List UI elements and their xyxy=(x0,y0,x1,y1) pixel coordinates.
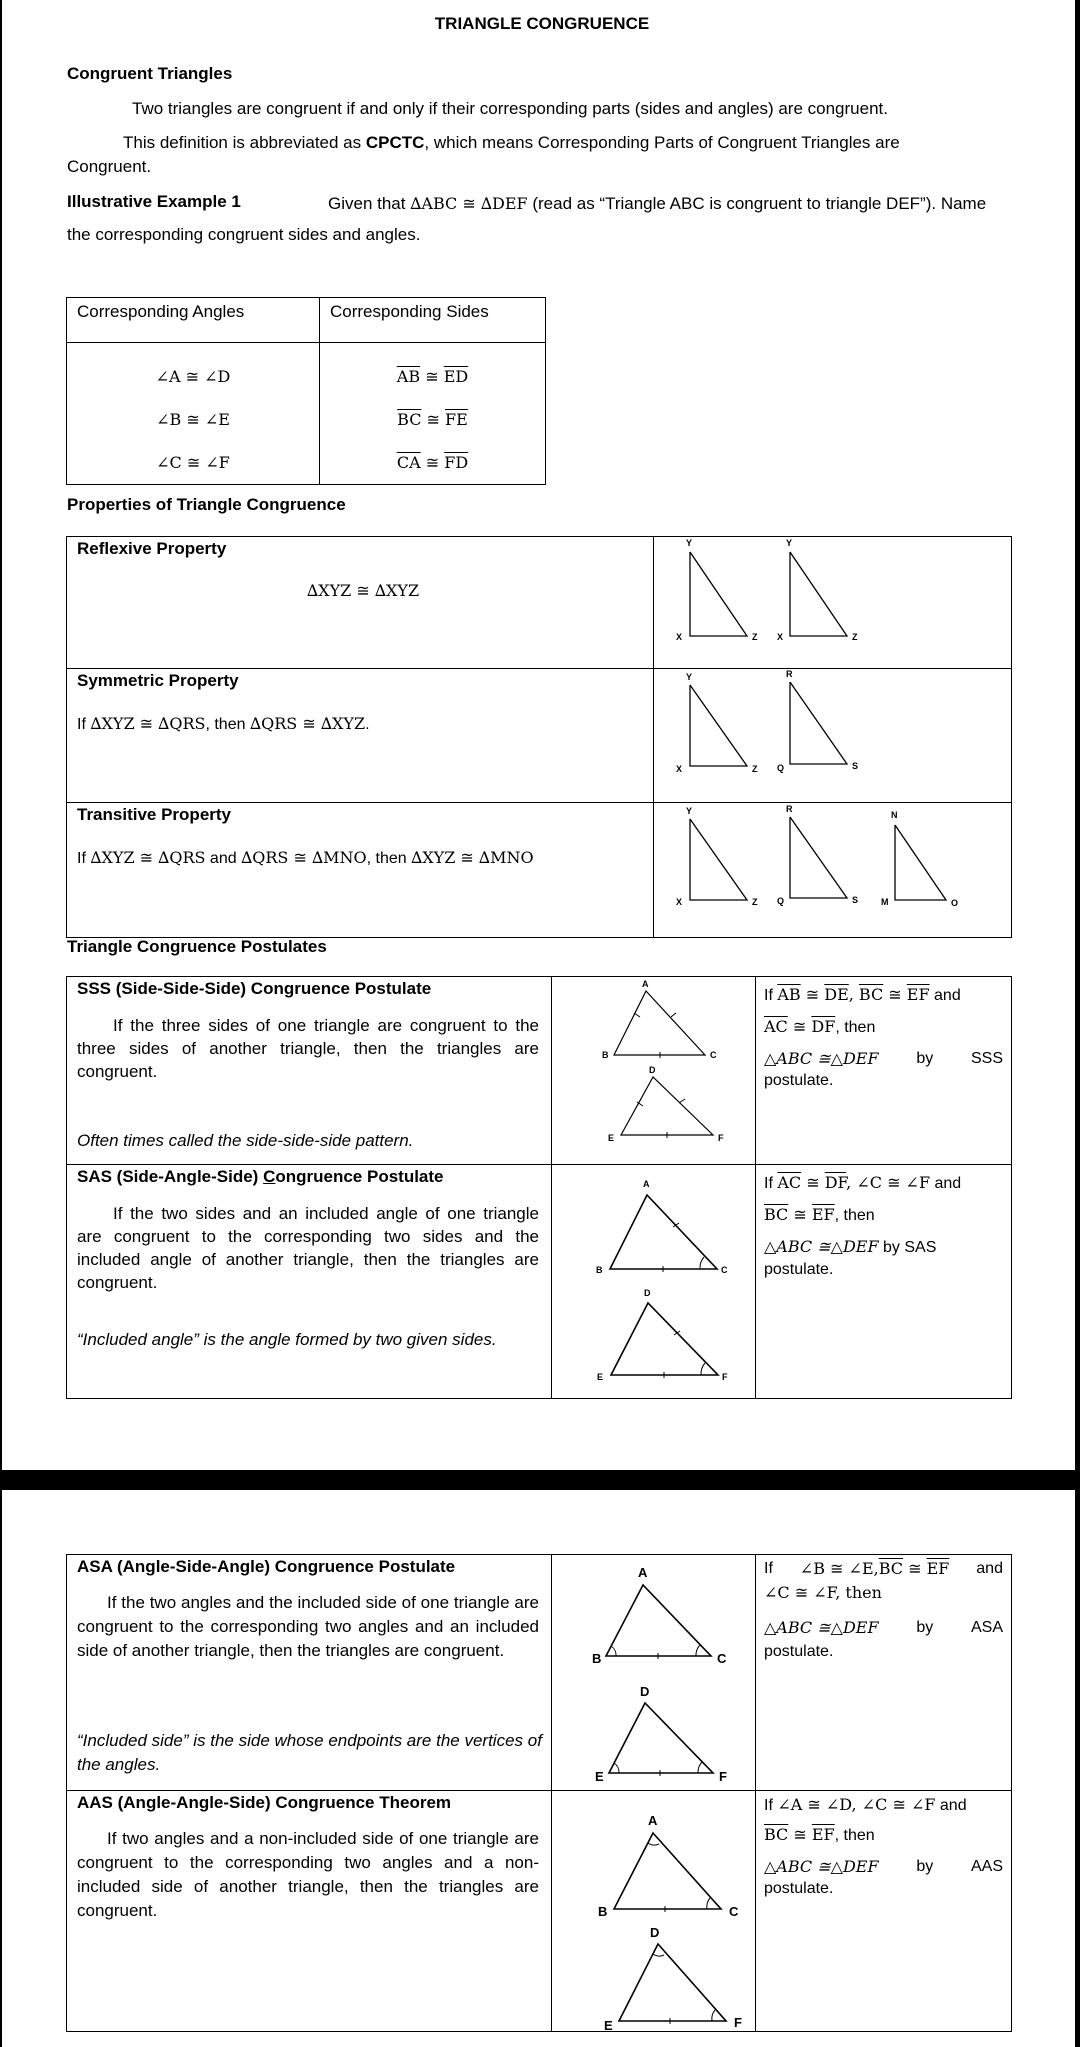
angle-mark xyxy=(700,1257,704,1269)
triangle-def xyxy=(609,1703,713,1773)
reflexive-cell xyxy=(67,537,654,669)
triangle-abc xyxy=(614,1833,721,1909)
vertex-label-c: C xyxy=(721,1265,728,1275)
vertex-label-z: Z xyxy=(852,632,858,642)
aas-text-cell xyxy=(67,1791,552,2032)
example-statement-line2: the corresponding congruent sides and angles. xyxy=(67,225,421,244)
angle-mark xyxy=(698,1762,702,1773)
sss-postulate-title: SSS (Side-Side-Side) Congruence Postulate xyxy=(77,979,432,998)
sas-figure-cell xyxy=(552,1165,756,1399)
vertex-label-b: B xyxy=(602,1050,609,1060)
vertex-label-c: C xyxy=(717,1651,727,1666)
triangle-abc xyxy=(610,1195,717,1269)
page-title: TRIANGLE CONGRUENCE xyxy=(434,14,650,33)
asa-description: If the two angles and the included side of one triangle are congruent to the corresponding two angles and an included side of another triangle, then the triangles are congruent. xyxy=(77,1593,539,1660)
angles-cell xyxy=(67,343,320,485)
aas-given-2: $\overline{BC}$ ≅ $\overline{EF}$, then xyxy=(764,1825,875,1844)
aas-conclusion: △ABC ≅△DEF by AAS xyxy=(764,1857,1003,1876)
transitive-statement: If ∆XYZ ≅ ∆QRS and ∆QRS ≅ ∆MNO, then ∆XYZ ≅ ∆MNO xyxy=(77,848,534,867)
triangle-xyz xyxy=(690,552,747,636)
asa-postulate-word: postulate. xyxy=(764,1643,834,1660)
vertex-label-e: E xyxy=(608,1133,615,1143)
triangle-xyz xyxy=(690,819,747,900)
postulates-table-page2 xyxy=(66,1554,1012,2032)
vertex-label-q: Q xyxy=(777,896,785,906)
cpctc-paragraph-end: Congruent. xyxy=(67,157,152,176)
col-header-sides: Corresponding Sides xyxy=(320,298,546,343)
vertex-label-f: F xyxy=(719,1769,727,1784)
transitive-triangles-figure xyxy=(654,803,1011,937)
triangle-qrs xyxy=(790,817,847,898)
col-header-angles: Corresponding Angles xyxy=(67,298,320,343)
congruent-triangles-heading: Congruent Triangles xyxy=(67,64,233,83)
angle-pair: ∠B ≅ ∠E xyxy=(156,410,230,429)
angle-mark xyxy=(653,1954,664,1956)
cpctc-paragraph: This definition is abbreviated as CPCTC, which means Corresponding Parts of Congruent Triangles are xyxy=(123,133,900,152)
vertex-label-f: F xyxy=(718,1133,724,1143)
angle-pair: ∠A ≅ ∠D xyxy=(155,367,231,386)
definition-paragraph: Two triangles are congruent if and only if their corresponding parts (sides and angles) are congruent. xyxy=(132,99,888,118)
vertex-label-x: X xyxy=(676,764,683,774)
tick-mark xyxy=(634,1013,640,1017)
page-2 xyxy=(2,1490,1075,2047)
triangle-qrs xyxy=(790,682,847,764)
angle-mark xyxy=(696,1645,700,1656)
triangle-abc xyxy=(606,1585,711,1656)
sss-triangles-figure xyxy=(552,977,755,1164)
sas-given: If $\overline{AC}$ ≅ $\overline{DF}$, ∠C ≅ ∠F and xyxy=(764,1173,962,1192)
asa-given-2: ∠C ≅ ∠F, then xyxy=(764,1583,882,1602)
postulates-heading: Triangle Congruence Postulates xyxy=(67,937,327,956)
transitive-figure-cell xyxy=(654,803,1012,938)
vertex-label-a: A xyxy=(642,979,649,989)
reflexive-figure-cell xyxy=(654,537,1012,669)
side-pair: $\overline{CA}$ ≅ $\overline{FD}$ xyxy=(396,453,469,472)
sss-conclusion: △ABC ≅△DEF by SSS xyxy=(764,1049,1003,1068)
asa-note: “Included side” is the side whose endpoints are the vertices of the angles. xyxy=(77,1731,542,1774)
angle-pair: ∠C ≅ ∠F xyxy=(156,453,230,472)
vertex-label-r: R xyxy=(786,804,793,814)
angle-mark xyxy=(707,1898,710,1909)
vertex-label-r: R xyxy=(786,669,793,679)
vertex-label-y: Y xyxy=(686,806,693,816)
vertex-label-z: Z xyxy=(752,632,758,642)
angle-mark xyxy=(701,1363,705,1375)
sas-given-2: $\overline{BC}$ ≅ $\overline{EF}$, then xyxy=(764,1205,875,1224)
sss-text-cell xyxy=(67,977,552,1165)
sas-conclusion: △ABC ≅△DEF by SAS xyxy=(764,1237,937,1256)
corresponding-parts-table xyxy=(66,297,546,485)
triangle-def xyxy=(621,1077,713,1135)
sas-description: If the two sides and an included angle of one triangle are congruent to the corresponding two sides and the included angle of another triangle, then the triangles are congruent. xyxy=(77,1204,539,1292)
vertex-label-x: X xyxy=(777,632,784,642)
sss-given-2: $\overline{AC}$ ≅ $\overline{DF}$, then xyxy=(764,1017,876,1036)
side-pair: $\overline{BC}$ ≅ $\overline{FE}$ xyxy=(397,410,468,429)
symmetric-property-title: Symmetric Property xyxy=(77,671,239,690)
vertex-label-s: S xyxy=(852,761,859,771)
triangle-def xyxy=(619,1944,726,2021)
example-statement: Given that ∆ABC ≅ ∆DEF (read as “Triangle ABC is congruent to triangle DEF”). Name xyxy=(328,194,987,213)
aas-statement-cell xyxy=(756,1791,1012,2032)
sss-given: If $\overline{AB}$ ≅ $\overline{DE}$, $\overline{BC}$ ≅ $\overline{EF}$ and xyxy=(764,985,961,1004)
vertex-label-a: A xyxy=(643,1179,650,1189)
angle-mark xyxy=(614,1763,619,1773)
vertex-label-e: E xyxy=(595,1769,604,1784)
vertex-label-s: S xyxy=(852,895,859,905)
symmetric-statement: If ∆XYZ ≅ ∆QRS, then ∆QRS ≅ ∆XYZ. xyxy=(77,714,370,733)
angle-mark xyxy=(712,2010,715,2021)
symmetric-cell xyxy=(67,669,654,803)
reflexive-property-title: Reflexive Property xyxy=(77,539,227,558)
vertex-label-c: C xyxy=(729,1904,739,1919)
vertex-label-f: F xyxy=(722,1372,728,1382)
asa-statement-cell xyxy=(756,1555,1012,1791)
vertex-label-x: X xyxy=(676,897,683,907)
triangle-xyz xyxy=(690,685,747,766)
sss-note: Often times called the side-side-side pattern. xyxy=(77,1131,414,1150)
vertex-label-a: A xyxy=(648,1813,658,1828)
triangle-def xyxy=(611,1303,718,1375)
reflexive-triangles-figure xyxy=(654,537,1011,668)
sss-statement-cell xyxy=(756,977,1012,1165)
sas-note: “Included angle” is the angle formed by two given sides. xyxy=(77,1330,497,1349)
sas-postulate-title: SAS (Side-Angle-Side) Congruence Postulate xyxy=(77,1167,444,1186)
asa-triangles-figure xyxy=(552,1555,755,1790)
sss-figure-cell xyxy=(552,977,756,1165)
page-1 xyxy=(2,0,1075,1470)
symmetric-triangles-figure xyxy=(654,669,1011,802)
vertex-label-z: Z xyxy=(752,897,758,907)
aas-description: If two angles and a non-included side of one triangle are congruent to the corresponding two angles and a non-included side of another triangle, then the triangles are congruent. xyxy=(77,1829,539,1920)
vertex-label-z: Z xyxy=(752,764,758,774)
asa-given: If ∠B ≅ $\angle E,\overline{BC}$ ≅ $\overline{EF}$ and xyxy=(764,1559,1003,1578)
vertex-label-b: B xyxy=(592,1651,602,1666)
vertex-label-b: B xyxy=(598,1904,608,1919)
aas-postulate-word: postulate. xyxy=(764,1880,834,1897)
vertex-label-a: A xyxy=(638,1565,648,1580)
sides-cell xyxy=(320,343,546,485)
aas-theorem-title: AAS (Angle-Angle-Side) Congruence Theorem xyxy=(77,1793,452,1812)
asa-conclusion: △ABC ≅△DEF by ASA xyxy=(764,1618,1003,1637)
triangle-mno xyxy=(895,825,946,900)
symmetric-figure-cell xyxy=(654,669,1012,803)
transitive-property-title: Transitive Property xyxy=(77,805,232,824)
vertex-label-y: Y xyxy=(786,538,793,548)
properties-heading: Properties of Triangle Congruence xyxy=(67,495,346,514)
triangle-xyz-copy xyxy=(790,552,847,636)
triangle-abc xyxy=(614,991,705,1055)
postulates-table-page1 xyxy=(66,976,1012,1399)
vertex-label-d: D xyxy=(650,1925,660,1940)
vertex-label-d: D xyxy=(649,1065,656,1075)
properties-table xyxy=(66,536,1012,938)
vertex-label-b: B xyxy=(596,1265,603,1275)
asa-postulate-title: ASA (Angle-Side-Angle) Congruence Postulate xyxy=(77,1557,456,1576)
tick-mark xyxy=(679,1099,685,1103)
sas-postulate-word: postulate. xyxy=(764,1261,834,1278)
vertex-label-x: X xyxy=(676,632,683,642)
vertex-label-m: M xyxy=(881,897,889,907)
cpctc-term: CPCTC xyxy=(365,133,425,152)
vertex-label-y: Y xyxy=(686,672,693,682)
side-pair: $\overline{AB}$ ≅ $\overline{ED}$ xyxy=(396,367,469,386)
transitive-cell xyxy=(67,803,654,938)
vertex-label-d: D xyxy=(644,1288,651,1298)
vertex-label-c: C xyxy=(710,1050,717,1060)
sas-triangles-figure xyxy=(552,1165,755,1398)
vertex-label-y: Y xyxy=(686,538,693,548)
sss-postulate-word: postulate. xyxy=(764,1072,834,1089)
aas-given: If ∠A ≅ ∠D, ∠C ≅ ∠F and xyxy=(764,1795,967,1814)
vertex-label-n: N xyxy=(891,810,898,820)
asa-text-cell xyxy=(67,1555,552,1791)
sss-description: If the three sides of one triangle are congruent to the three sides of another triangle, then the triangles are congruent. xyxy=(77,1016,539,1081)
reflexive-statement: ∆XYZ ≅ ∆XYZ xyxy=(307,581,420,600)
aas-triangles-figure xyxy=(552,1791,755,2031)
example-label: Illustrative Example 1 xyxy=(67,192,241,211)
vertex-label-e: E xyxy=(604,2018,613,2031)
angle-mark xyxy=(648,1843,659,1845)
tick-mark xyxy=(671,1013,676,1017)
vertex-label-e: E xyxy=(597,1372,604,1382)
vertex-label-q: Q xyxy=(777,763,785,773)
aas-figure-cell xyxy=(552,1791,756,2032)
sas-text-cell xyxy=(67,1165,552,1399)
vertex-label-o: O xyxy=(951,898,959,908)
angle-mark xyxy=(611,1646,616,1656)
asa-figure-cell xyxy=(552,1555,756,1791)
sas-statement-cell xyxy=(756,1165,1012,1399)
vertex-label-f: F xyxy=(734,2015,742,2030)
vertex-label-d: D xyxy=(640,1684,650,1699)
